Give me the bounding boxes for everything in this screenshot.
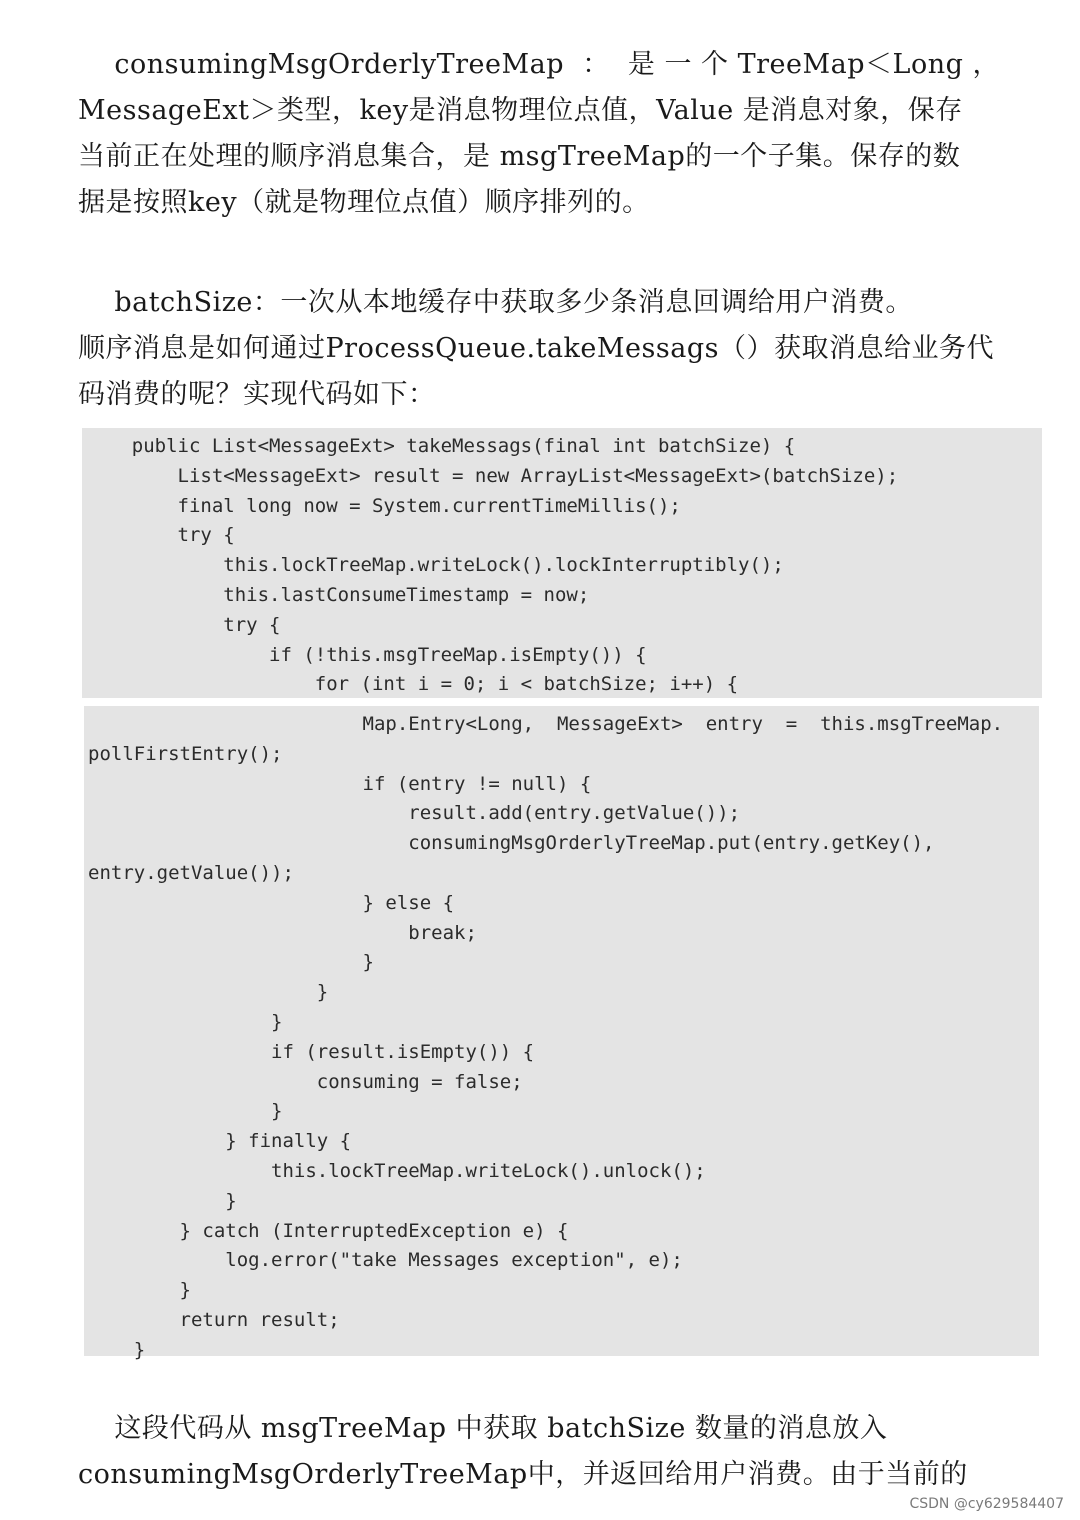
- code-line: this.lockTreeMap.writeLock().unlock();: [88, 1159, 706, 1182]
- code-line: }: [88, 1010, 283, 1033]
- paragraph-line: consumingMsgOrderlyTreeMap ： 是 一 个 TreeMap＜Long ，: [78, 49, 1000, 80]
- code-block-part2: [84, 706, 1039, 1361]
- paragraph-line: 当前正在处理的顺序消息集合，是 msgTreeMap的一个子集。保存的数: [78, 141, 961, 172]
- code-line: try {: [86, 613, 281, 636]
- code-line: this.lockTreeMap.writeLock().lockInterruptibly();: [86, 554, 784, 577]
- code-line: this.lastConsumeTimestamp = now;: [86, 583, 590, 606]
- code-block-part1: [82, 428, 1042, 698]
- paragraph-line: MessageExt＞类型，key是消息物理位点值，Value 是消息对象，保存: [78, 95, 963, 126]
- paragraph-line: 这段代码从 msgTreeMap 中获取 batchSize 数量的消息放入: [78, 1413, 888, 1444]
- code-line: if (!this.msgTreeMap.isEmpty()) {: [86, 643, 647, 666]
- code-line: }: [88, 981, 329, 1004]
- watermark: CSDN @cy629584407: [909, 1496, 1064, 1512]
- paragraph-explanation: [78, 1406, 1036, 1498]
- code-line: for (int i = 0; i < batchSize; i++) {: [86, 673, 739, 696]
- paragraph-line: 据是按照key（就是物理位点值）顺序排列的。: [78, 187, 650, 218]
- code-line: }: [88, 951, 374, 974]
- code-line: }: [88, 1189, 237, 1212]
- paragraph-line: 码消费的呢？实现代码如下：: [78, 379, 436, 410]
- code-line: } finally {: [88, 1130, 352, 1153]
- code-line: Map.Entry<Long, MessageExt> entry = this.msgTreeMap.: [88, 713, 1004, 735]
- code-line: }: [88, 1100, 283, 1123]
- paragraph-consuming-map: [78, 42, 1036, 226]
- code-line: consuming = false;: [88, 1070, 523, 1093]
- paragraph-line: 顺序消息是如何通过ProcessQueue.takeMessags（）获取消息给业务代: [78, 333, 994, 364]
- code-line: public List<MessageExt> takeMessags(final int batchSize) {: [86, 435, 796, 457]
- paragraph-batch-size: [78, 280, 1036, 418]
- paragraph-line: consumingMsgOrderlyTreeMap中，并返回给用户消费。由于当前的: [78, 1459, 968, 1490]
- code-line: result.add(entry.getValue());: [88, 802, 741, 825]
- code-line: pollFirstEntry();: [88, 742, 283, 765]
- code-line: if (result.isEmpty()) {: [88, 1040, 535, 1063]
- code-line: }: [88, 1279, 191, 1302]
- code-line: } else {: [88, 891, 455, 914]
- code-line: return result;: [88, 1308, 340, 1331]
- code-line: List<MessageExt> result = new ArrayList<MessageExt>(batchSize);: [86, 464, 899, 487]
- code-line: if (entry != null) {: [88, 772, 592, 795]
- code-line: consumingMsgOrderlyTreeMap.put(entry.getKey(),: [88, 832, 935, 855]
- code-line: } catch (InterruptedException e) {: [88, 1219, 569, 1242]
- code-line: break;: [88, 921, 477, 944]
- code-line: }: [88, 1338, 146, 1361]
- code-line: try {: [86, 524, 235, 547]
- code-line: final long now = System.currentTimeMillis();: [86, 494, 681, 517]
- code-line: log.error("take Messages exception", e);: [88, 1249, 683, 1272]
- code-line: entry.getValue());: [88, 861, 294, 884]
- paragraph-line: batchSize：一次从本地缓存中获取多少条消息回调给用户消费。: [78, 287, 913, 318]
